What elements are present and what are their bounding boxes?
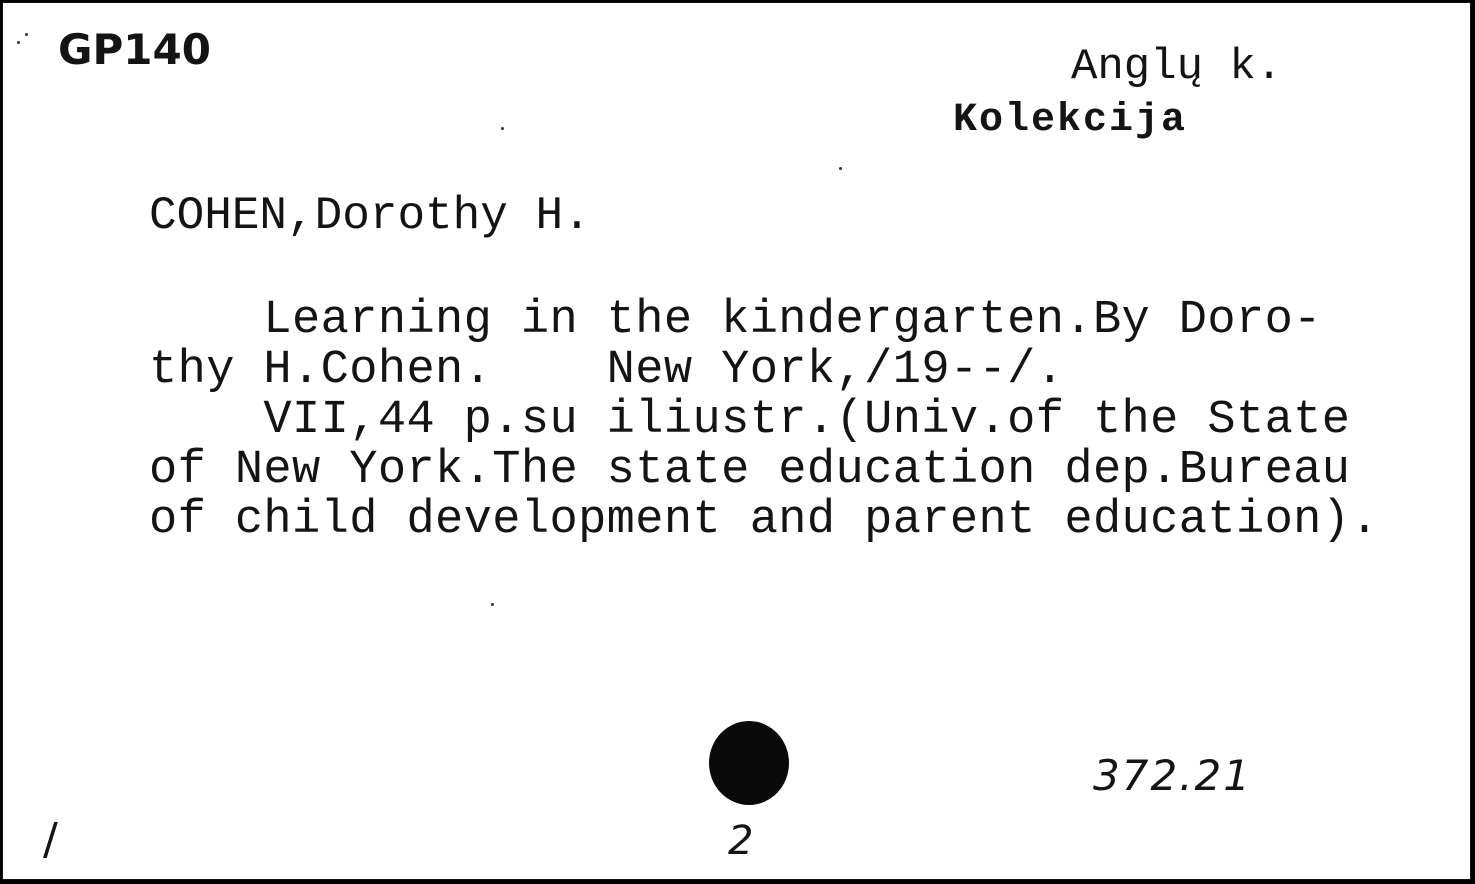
description-line-5: of child development and parent education).: [149, 494, 1379, 547]
language-label: Anglų k.: [1071, 42, 1283, 92]
card-code: GP140: [58, 25, 211, 74]
author-heading: COHEN,Dorothy H.: [149, 190, 591, 242]
speck: [501, 127, 504, 130]
speck: [25, 33, 28, 36]
description-line-4: of New York.The state education dep.Bureau: [149, 444, 1351, 497]
classmark: 372.21: [1093, 751, 1252, 800]
catalog-card: [2, 2, 1471, 880]
handwritten-number: 2: [728, 818, 754, 864]
description-line-3: VII,44 p.su iliustr.(Univ.of the State: [149, 394, 1351, 447]
speck: [491, 603, 494, 606]
punch-hole: [709, 721, 789, 805]
collection-label: Kolekcija: [953, 98, 1188, 143]
description-line-2: thy H.Cohen. New York,/19--/.: [149, 344, 1065, 397]
tick-mark: /: [43, 814, 58, 865]
description-line-1: Learning in the kindergarten.By Doro-: [149, 294, 1322, 347]
speck: [17, 41, 20, 44]
speck: [839, 167, 842, 170]
